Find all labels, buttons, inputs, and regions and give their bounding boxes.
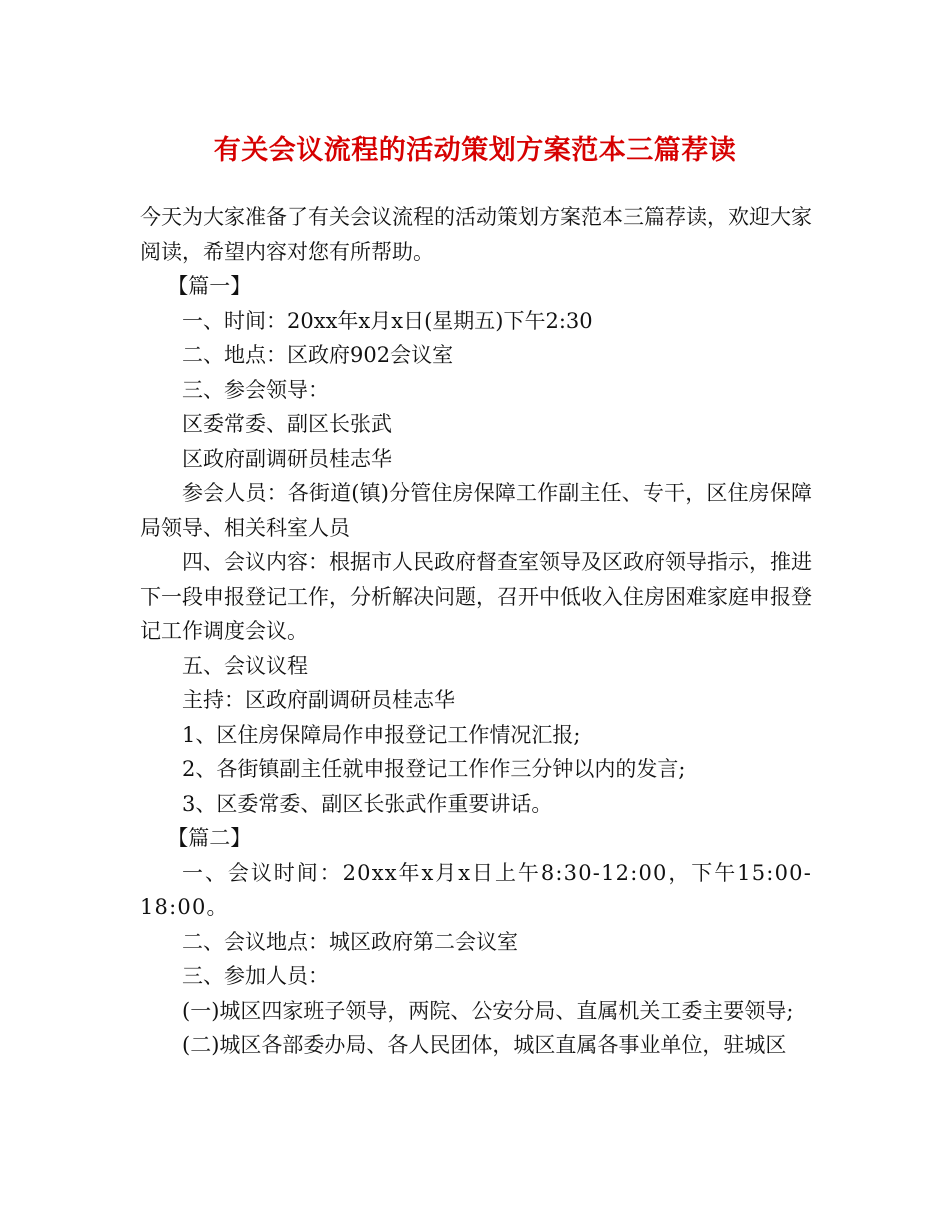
paragraph: 二、会议地点：城区政府第二会议室 bbox=[182, 929, 518, 954]
paragraph: 三、参加人员： bbox=[182, 964, 329, 988]
section-heading-part-two: 【篇二】 bbox=[167, 826, 252, 850]
paragraph: 参会人员：各街道(镇)分管住房保障工作副主任、专干，区住房保障局领导、相关科室人员 bbox=[140, 481, 812, 540]
paragraph: 3、区委常委、副区长张武作重要讲话。 bbox=[182, 791, 553, 816]
paragraph: (一)城区四家班子领导，两院、公安分局、直属机关工委主要领导; bbox=[182, 998, 794, 1023]
paragraph: 一、会议时间：20xx年x月x日上午8:30-12:00，下午15:00-18:00。 bbox=[140, 860, 812, 919]
paragraph: 二、地点：区政府902会议室 bbox=[182, 343, 454, 367]
paragraph: 2、各街镇副主任就申报登记工作作三分钟以内的发言; bbox=[182, 757, 686, 781]
paragraph: 四、会议内容：根据市人民政府督查室领导及区政府领导指示，推进下一段申报登记工作，分析解决问题，召开中低收入住房困难家庭申报登记工作调度会议。 bbox=[140, 550, 812, 643]
paragraph: 区政府副调研员桂志华 bbox=[182, 446, 392, 471]
section-heading-part-one: 【篇一】 bbox=[167, 274, 252, 298]
paragraph: 五、会议议程 bbox=[182, 653, 308, 678]
paragraph-intro: 今天为大家准备了有关会议流程的活动策划方案范本三篇荐读，欢迎大家阅读，希望内容对您有所帮助。 bbox=[140, 205, 812, 264]
paragraph: (二)城区各部委办局、各人民团体，城区直属各事业单位，驻城区 bbox=[182, 1033, 787, 1057]
paragraph: 区委常委、副区长张武 bbox=[182, 412, 392, 436]
paragraph: 主持：区政府副调研员桂志华 bbox=[182, 688, 455, 712]
paragraph: 1、区住房保障局作申报登记工作情况汇报; bbox=[182, 722, 581, 747]
paragraph: 一、时间：20xx年x月x日(星期五)下午2:30 bbox=[182, 308, 593, 333]
document-body bbox=[140, 200, 812, 1063]
paragraph: 三、参会领导： bbox=[182, 377, 329, 402]
document-title: 有关会议流程的活动策划方案范本三篇荐读 bbox=[213, 135, 737, 166]
